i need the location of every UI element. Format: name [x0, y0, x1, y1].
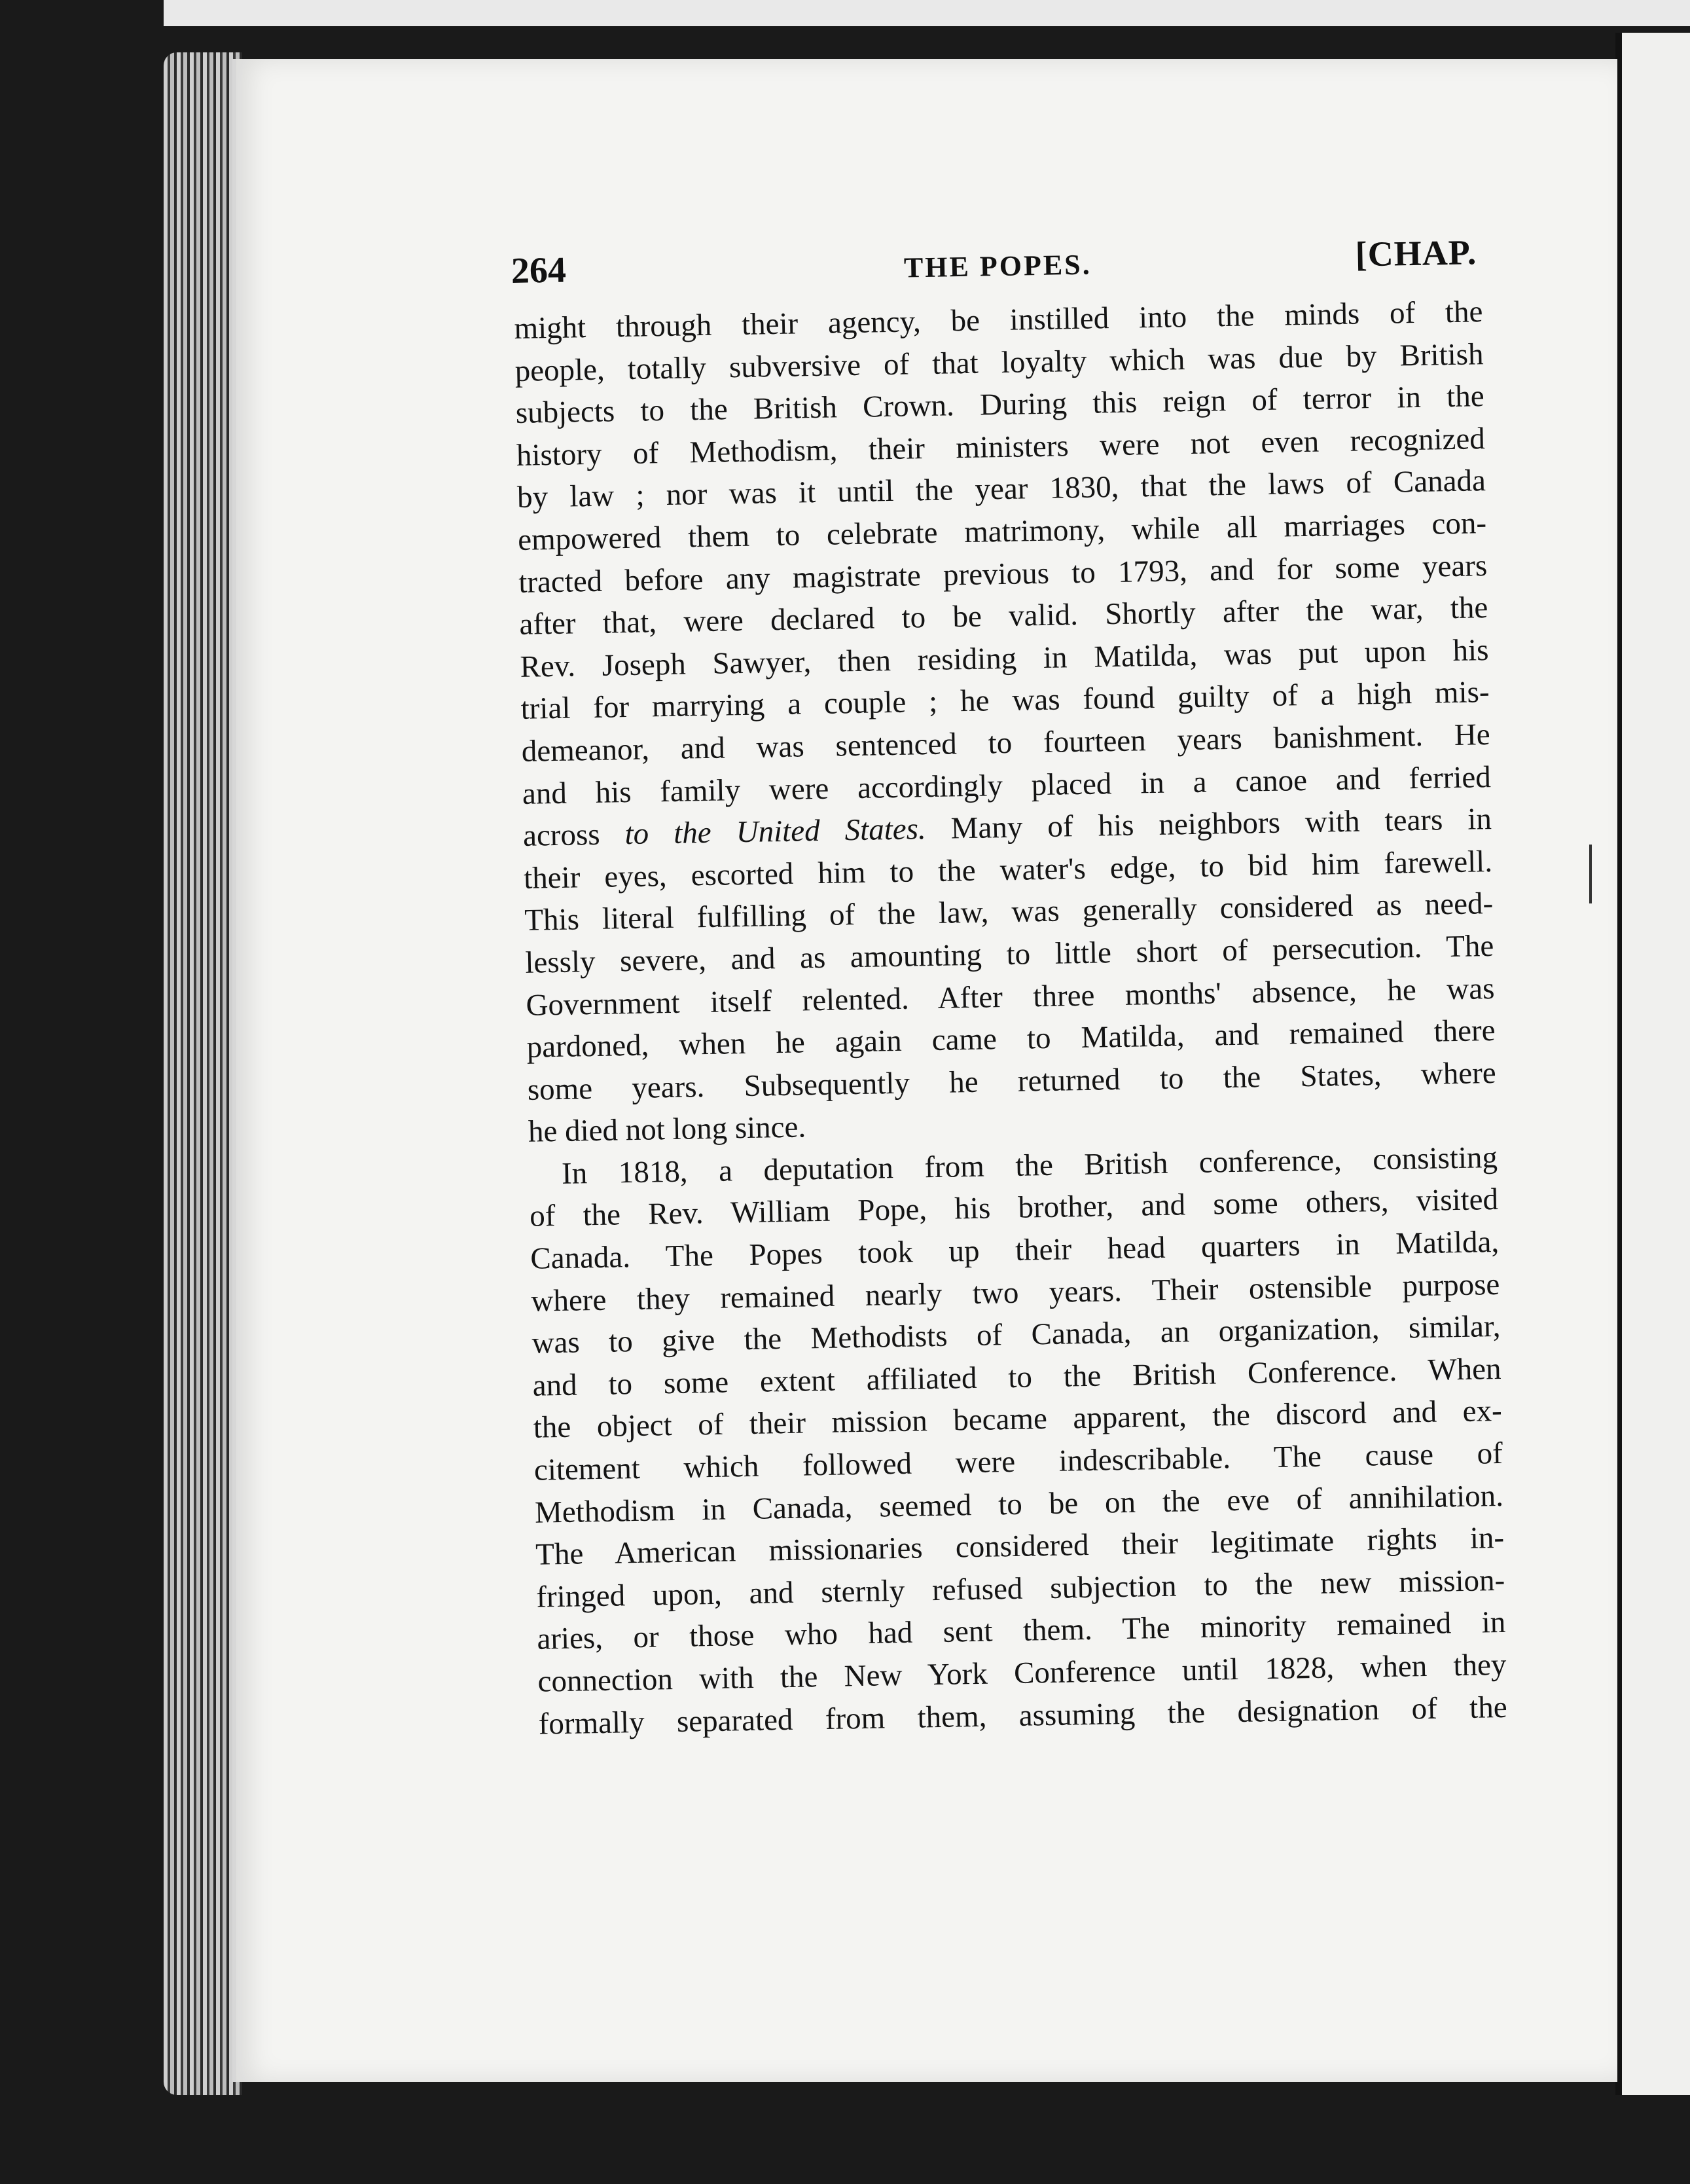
text-line: history of Methodism, their ministers were not even recognized	[516, 421, 1486, 473]
text-line: This literal fulfilling of the law, was generally considered as need-	[524, 886, 1494, 938]
text-line: he died not long since.	[528, 1110, 806, 1150]
paragraph-start-line: In 1818, a deputation from the British conference, consisting	[561, 1140, 1498, 1191]
chapter-mark: [CHAP.	[1355, 232, 1477, 274]
text-line: connection with the New York Conference until 1828, when they	[537, 1647, 1507, 1699]
text-line: pardoned, when he again came to Matilda, and remained there	[526, 1013, 1496, 1065]
text-line: after that, were declared to be valid. Shortly after the war, the	[518, 591, 1488, 642]
text-line: people, totally subversive of that loyalty which was due by British	[514, 337, 1484, 388]
text-line: tracted before any magistrate previous to 1793, and for some years	[518, 548, 1488, 600]
text-line: might through their agency, be instilled into the minds of the	[514, 295, 1483, 346]
book-page-edges	[164, 52, 242, 2095]
text-line: by law ; nor was it until the year 1830, that the laws of Canada	[516, 464, 1486, 515]
text-line: of the Rev. William Pope, his brother, and some others, visited	[529, 1182, 1499, 1234]
body-text	[514, 291, 1507, 1745]
text-line: lessly severe, and as amounting to little short of persecution. The	[525, 928, 1494, 980]
text-line: aries, or those who had sent them. The minority remained in	[537, 1605, 1506, 1657]
text-line: Rev. Joseph Sawyer, then residing in Matilda, was put upon his	[520, 632, 1489, 684]
text-line: Methodism in Canada, seemed to be on the eve of annihilation.	[534, 1478, 1504, 1530]
text-line: Government itself relented. After three months' absence, he was	[526, 971, 1495, 1023]
text-line: their eyes, escorted him to the water's edge, to bid him farewell.	[523, 844, 1493, 896]
text-line: citement which followed were indescribable. The cause of	[533, 1436, 1503, 1487]
text-line: the object of their mission became apparent, the discord and ex-	[533, 1394, 1503, 1446]
text-segment: across	[522, 817, 626, 853]
text-segment: Many of his neighbors with tears in	[926, 802, 1492, 846]
text-line: fringed upon, and sternly refused subjection to the new mission-	[535, 1563, 1505, 1614]
text-line: and to some extent affiliated to the British Conference. When	[532, 1351, 1501, 1403]
text-line: some years. Subsequently he returned to the States, where	[527, 1055, 1497, 1107]
text-line: formally separated from them, assuming the designation of the	[538, 1690, 1507, 1741]
running-head: THE POPES.	[903, 248, 1092, 284]
text-line: demeanor, and was sentenced to fourteen years banishment. He	[521, 718, 1491, 769]
facing-page-edge	[1615, 33, 1690, 2095]
text-line: and his family were accordingly placed in a canoe and ferried	[522, 759, 1492, 811]
page-number: 264	[511, 249, 567, 291]
text-line: empowered them to celebrate matrimony, while all marriages con-	[517, 506, 1487, 557]
text-line: was to give the Methodists of Canada, an organization, similar,	[531, 1309, 1501, 1361]
text-line: Canada. The Popes took up their head quarters in Matilda,	[530, 1225, 1500, 1276]
top-page-edge	[164, 0, 1690, 26]
text-line: where they remained nearly two years. Their ostensible purpose	[531, 1267, 1500, 1319]
margin-mark	[1589, 845, 1592, 903]
text-line: The American missionaries considered their legitimate rights in-	[535, 1521, 1505, 1572]
text-line: subjects to the British Crown. During this reign of terror in the	[515, 379, 1485, 431]
italic-phrase: to the United States.	[624, 812, 927, 852]
text-line: trial for marrying a couple ; he was found guilty of a high mis-	[520, 675, 1490, 727]
